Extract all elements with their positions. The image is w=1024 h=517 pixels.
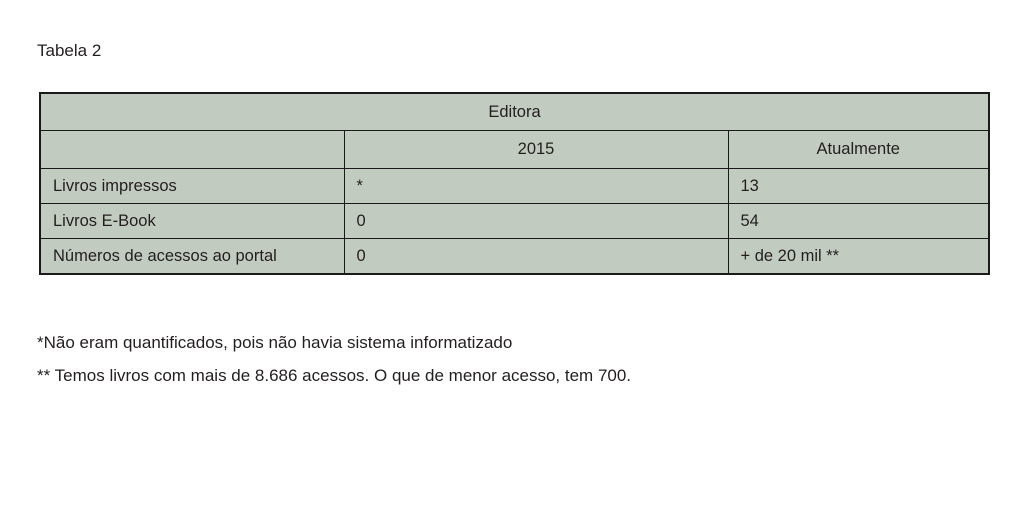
row-label-livros-ebook: Livros E-Book xyxy=(40,204,344,239)
cell-livros-impressos-2015: * xyxy=(344,169,728,204)
table-row xyxy=(40,169,989,204)
table-row xyxy=(40,204,989,239)
row-label-acessos-portal: Números de acessos ao portal xyxy=(40,239,344,275)
footnote-asterisk: *Não eram quantificados, pois não havia sistema informatizado xyxy=(37,333,513,352)
cell-livros-ebook-2015: 0 xyxy=(344,204,728,239)
footnote-double-asterisk: ** Temos livros com mais de 8.686 acessos. O que de menor acesso, tem 700. xyxy=(37,366,632,385)
row-label-livros-impressos: Livros impressos xyxy=(40,169,344,204)
editora-table xyxy=(39,92,990,275)
table-span-header: Editora xyxy=(40,93,989,131)
cell-livros-ebook-atualmente: 54 xyxy=(728,204,989,239)
column-header-2015: 2015 xyxy=(344,131,728,169)
table-row xyxy=(40,239,989,275)
table-caption: Tabela 2 xyxy=(37,41,102,60)
cell-acessos-portal-2015: 0 xyxy=(344,239,728,275)
column-header-atualmente: Atualmente xyxy=(728,131,989,169)
column-header-empty xyxy=(40,131,344,169)
table-column-header-row xyxy=(40,131,989,169)
table-header-row xyxy=(40,93,989,131)
cell-acessos-portal-atualmente: + de 20 mil ** xyxy=(728,239,989,275)
cell-livros-impressos-atualmente: 13 xyxy=(728,169,989,204)
